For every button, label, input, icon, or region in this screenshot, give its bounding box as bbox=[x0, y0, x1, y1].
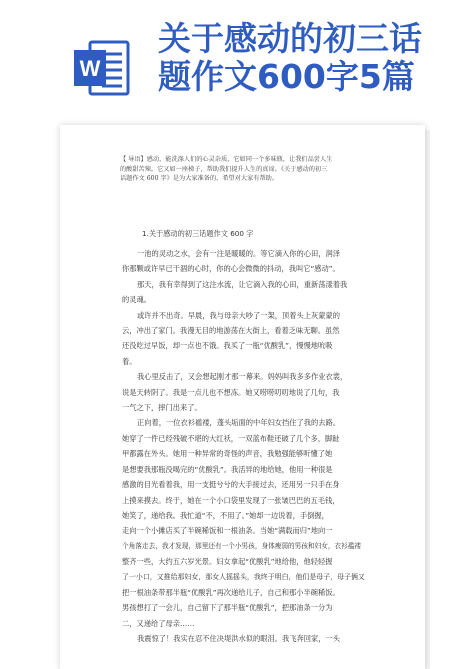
summary-paragraph bbox=[120, 155, 360, 184]
body-line: 一池的灵动之水，会有一注是暖暖的。等它滴入你的心田，润泽 bbox=[137, 249, 341, 258]
page-title bbox=[158, 20, 458, 96]
body-line: 云，冲出了家门。我漫无目的地游荡在大街上，看着乏味无聊。虽然 bbox=[122, 326, 340, 336]
body-line: 是想要我那瓶没喝完的“优酸乳”。我活异的地给她，他用一种很是 bbox=[122, 464, 333, 474]
body-line: 你那颗或许早已干涸的心时，你的心会微微的抖动，我叫它“感动”。 bbox=[122, 264, 340, 274]
body-line: 男孩想打了一会儿，自己留下了那半瓶“优酸乳”，把那油条一分为 bbox=[122, 603, 333, 613]
body-line: 那天，我有幸得到了这注水流，让它滴入我的心田，重新荡漾着我 bbox=[137, 279, 348, 289]
body-line: 上摸来摸去。终于，她在一个小口袋里发现了一张皱巴巴的五毛钱， bbox=[122, 495, 340, 505]
body-line: 正向着，一位衣衫褴褛，蓬头垢面的中年妇女挡住了我的去路。 bbox=[137, 418, 341, 428]
summary-line: 的酸甜苦辣。它又如一座梯子，帮助我们提升人生的真谛。《关于感动的初三 bbox=[120, 165, 328, 173]
body-line: 她笑了，递给我。我忙道“不，不用了。”她却一边说着，手倒握， bbox=[122, 510, 329, 520]
body-text bbox=[122, 246, 366, 647]
word-document-icon bbox=[72, 38, 132, 98]
body-line: 走向一个小摊店买了半碗稀饭和一根油条。当她“满载而归”地向一 bbox=[122, 526, 333, 536]
body-line: 二，又递给了母亲…… bbox=[122, 618, 195, 628]
page-header bbox=[0, 0, 474, 112]
body-line: 一气之下，摔门出来了。 bbox=[122, 403, 202, 413]
body-line: 着。 bbox=[122, 356, 137, 366]
body-line: 说是天转阴了。我是一点儿也不想冻。她又唠唠叨叨地说了几句，我 bbox=[122, 387, 340, 397]
document-page bbox=[60, 125, 425, 669]
body-line: 整齐一些，大约五六岁光景。妇女拿起“优酸乳”地给他，他轻轻握 bbox=[122, 557, 333, 567]
body-line: 还没吃过早饭，却一点也不饿。我买了一瓶“优酸乳”，慢慢地吮吸 bbox=[122, 341, 333, 351]
body-line: 我震惊了！我实在忍不住决堤洪水似的眼泪。我飞奔回家，一头 bbox=[137, 634, 341, 644]
svg-text:W: W bbox=[79, 56, 101, 81]
body-line: 或许并不出奇。早晨，我与母亲大吵了一架，顶着头上灰蒙蒙的 bbox=[137, 310, 341, 320]
section-subtitle: 1.关于感动的初三话题作文 600 字 bbox=[142, 229, 254, 238]
body-line: 的灵魂。 bbox=[122, 295, 152, 305]
body-line: 甲都露在外头。她用一种异常的奇怪的声音，我勉强能够听懂了她 bbox=[122, 449, 333, 459]
body-line: 感激的目光看着我，用一支挺兮兮的大手接过去，还用另一只手在身 bbox=[122, 480, 340, 490]
body-line: 个角落走去，我才发现，那里还有一个小男孩，身体瘦弱的男孩和妇女，衣衫褴褛 bbox=[122, 541, 362, 550]
title-line-1: 关于感动的初三话 bbox=[158, 19, 422, 58]
body-line: 她穿了一件已经残破不堪的大红袄，一双蓝布鞋还破了几个多，脚趾 bbox=[122, 433, 340, 443]
body-line: 把一根油条带那半瓶“优酸乳”再次递给儿子，自己和那小半碗稀饭。 bbox=[122, 587, 340, 597]
summary-line: 【 导语】感动，能洗涤人们的心灵杂质，它如同一个多味瓶，让我们品尝人生 bbox=[120, 156, 333, 163]
body-line: 我心里反击了，又会想起刚才那一幕来。妈妈叫我多多作业衣裳， bbox=[137, 372, 348, 382]
body-line: 了一小口，又推给那妇女，那女人摇摇头，我终于明白，他们是母子，母子俩又 bbox=[122, 572, 365, 581]
title-line-2: 题作文600字5篇 bbox=[158, 57, 415, 96]
summary-line: 话题作文 600 字》是为大家准备的，希望对大家有帮助。 bbox=[120, 175, 279, 182]
